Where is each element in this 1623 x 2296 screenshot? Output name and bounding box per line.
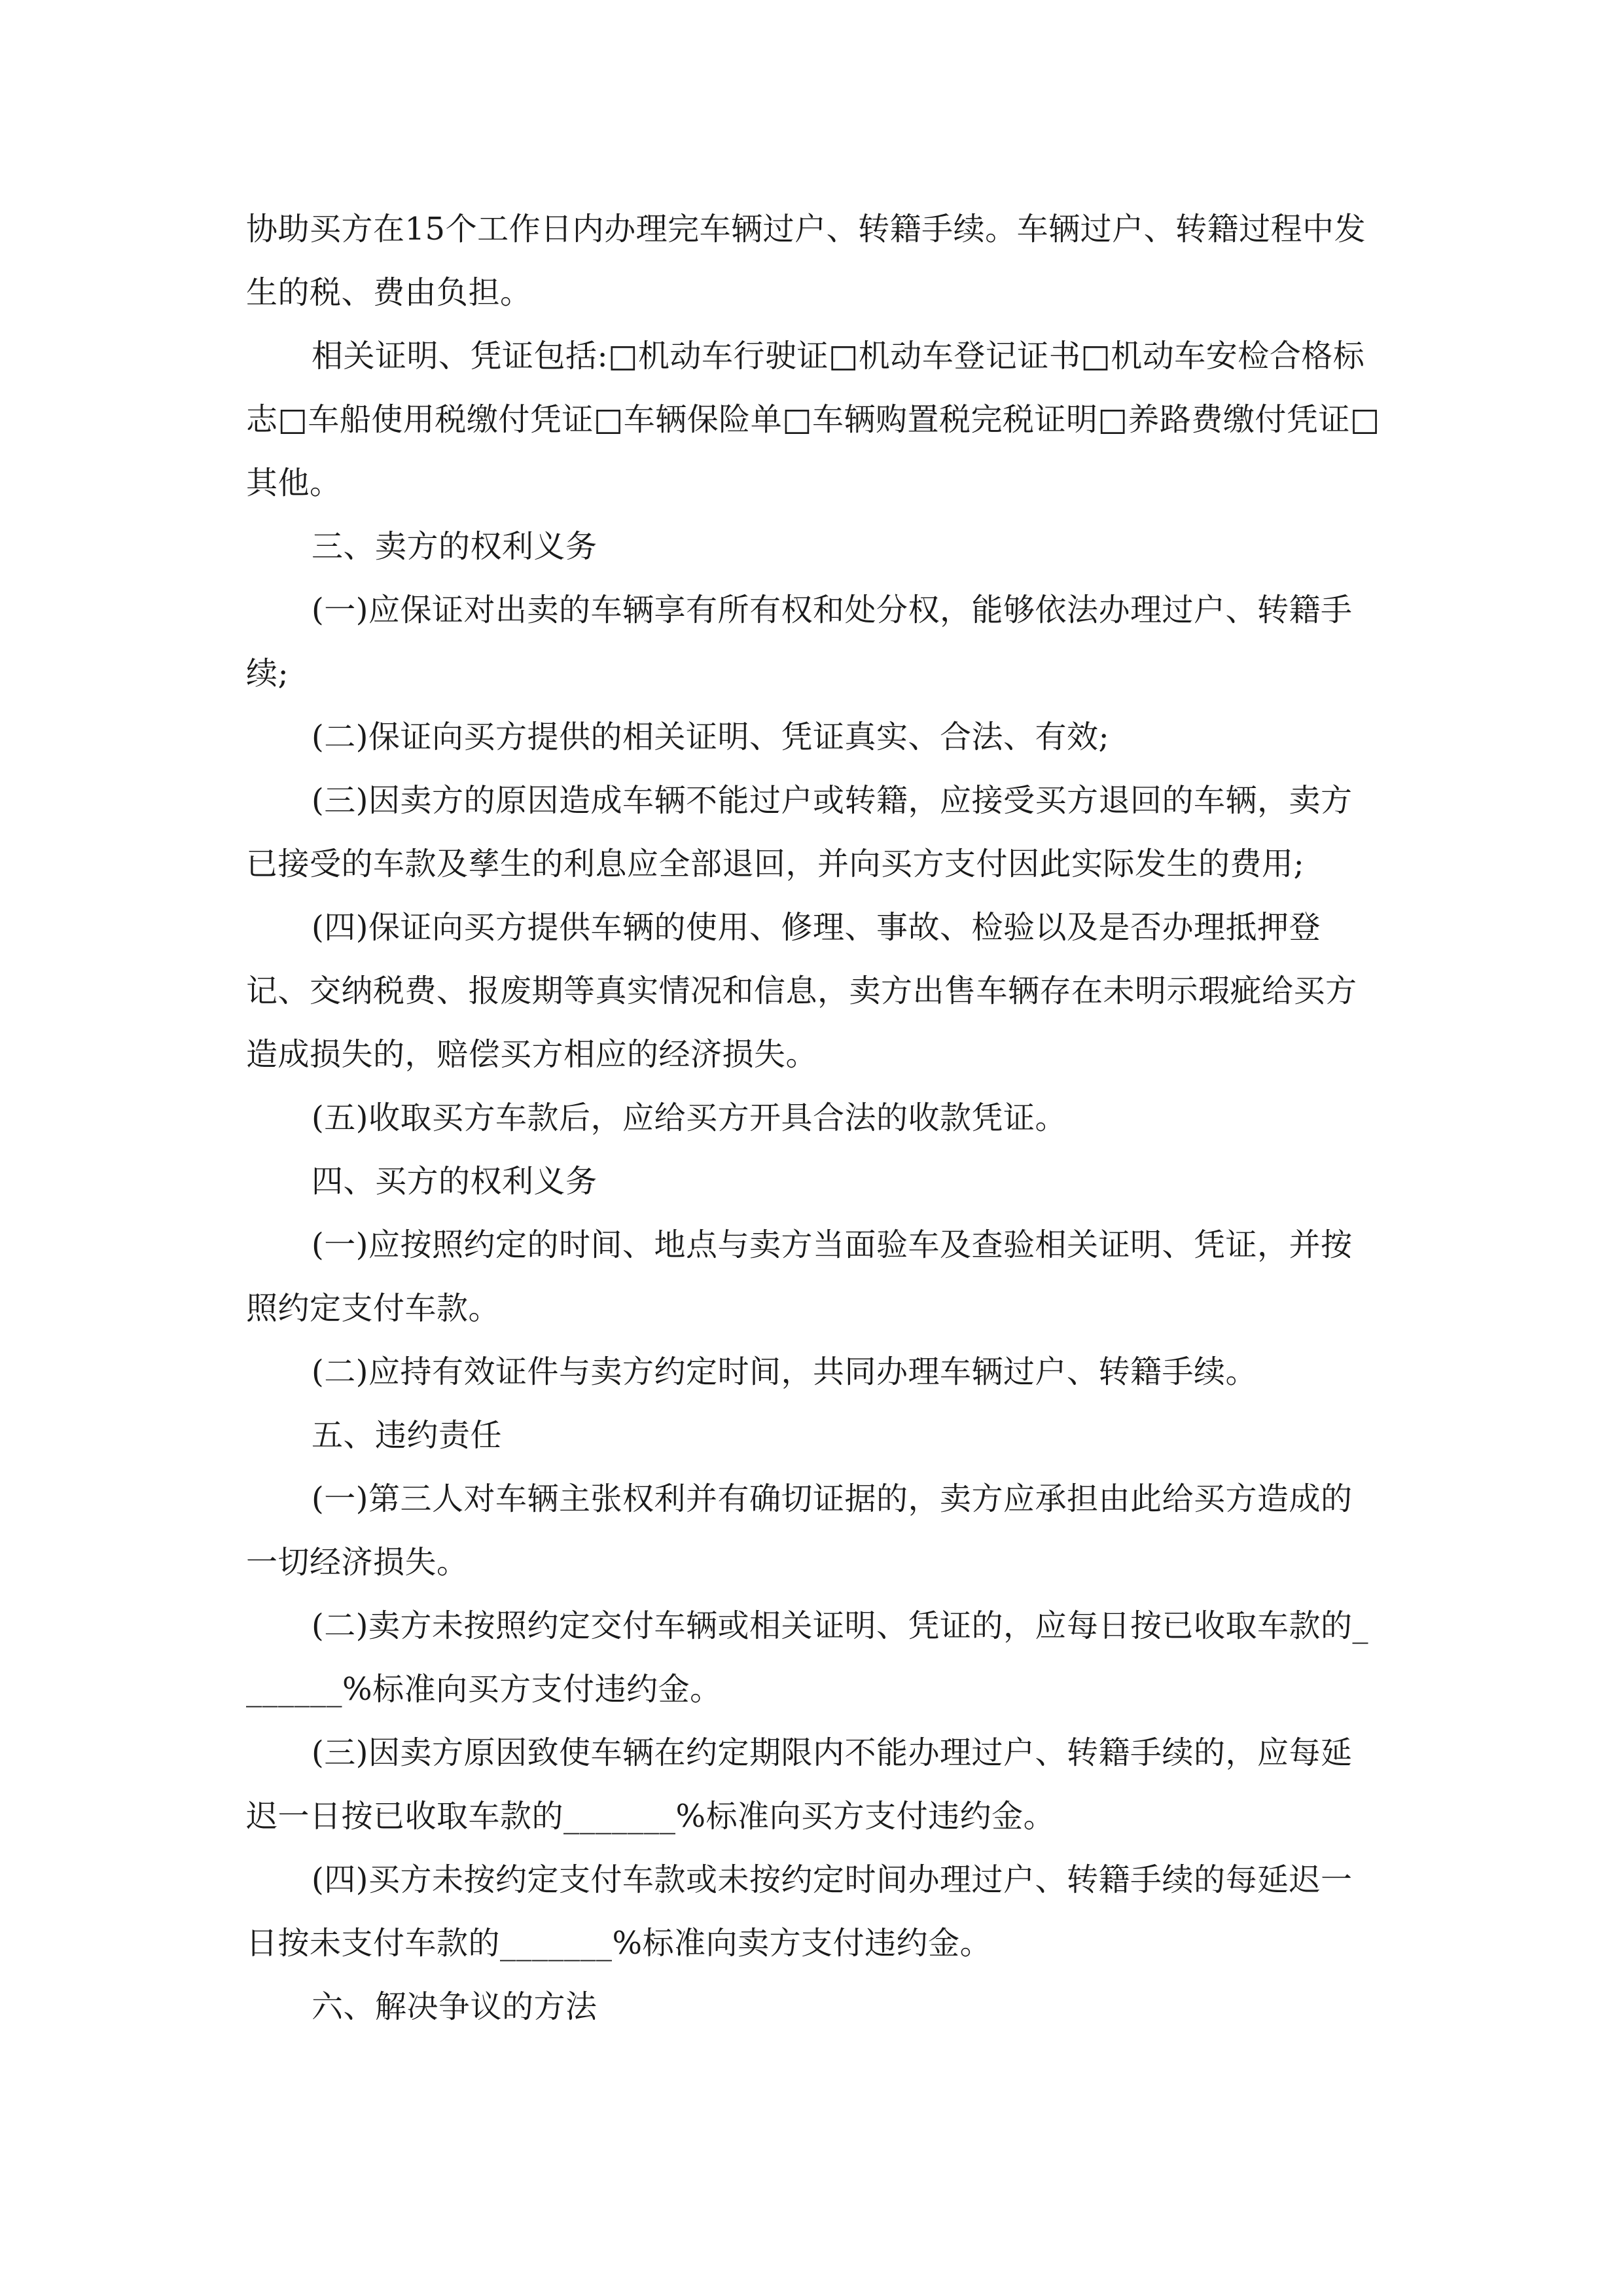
paragraph-seller-2: (二)保证向买方提供的相关证明、凭证真实、合法、有效; [312, 719, 1110, 755]
section-heading-buyer: 四、买方的权利义务 [312, 1163, 597, 1200]
paragraph-seller-4: (四)保证向买方提供车辆的使用、修理、事故、检验以及是否办理抵押登记、交纳税费、报废期等真实情况和信息，卖方出售车辆存在未明示瑕疵给买方造成损失的，赔偿买方相应的经济损失。 [246, 909, 1357, 1073]
section-heading-seller: 三、卖方的权利义务 [312, 528, 597, 565]
paragraph-transfer-assist: 协助买方在15个工作日内办理完车辆过户、转籍手续。车辆过户、转籍过程中发生的税、费由负担。 [246, 211, 1366, 311]
paragraph-liability-4: (四)买方未按约定支付车款或未按约定时间办理过户、转籍手续的每延迟一日按未支付车款的_______%标准向卖方支付违约金。 [246, 1861, 1353, 1962]
paragraph-seller-5: (五)收取买方车款后，应给买方开具合法的收款凭证。 [312, 1100, 1067, 1136]
paragraph-certificates: 相关证明、凭证包括:□机动车行驶证□机动车登记证书□机动车安检合格标志□车船使用税缴付凭证□车辆保险单□车辆购置税完税证明□养路费缴付凭证□其他。 [246, 338, 1380, 501]
paragraph-seller-3: (三)因卖方的原因造成车辆不能过户或转籍，应接受买方退回的车辆，卖方已接受的车款及孳生的利息应全部退回，并向买方支付因此实际发生的费用; [246, 782, 1353, 882]
paragraph-buyer-1: (一)应按照约定的时间、地点与卖方当面验车及查验相关证明、凭证，并按照约定支付车款。 [246, 1227, 1353, 1327]
document-body [246, 198, 1382, 2039]
section-heading-liability: 五、违约责任 [312, 1417, 503, 1454]
paragraph-liability-3: (三)因卖方原因致使车辆在约定期限内不能办理过户、转籍手续的，应每延迟一日按已收取车款的_______%标准向买方支付违约金。 [246, 1734, 1353, 1835]
section-heading-dispute: 六、解决争议的方法 [312, 1988, 597, 2025]
paragraph-buyer-2: (二)应持有效证件与卖方约定时间，共同办理车辆过户、转籍手续。 [312, 1354, 1257, 1390]
paragraph-liability-2: (二)卖方未按照约定交付车辆或相关证明、凭证的，应每日按已收取车款的_______%标准向买方支付违约金。 [246, 1607, 1368, 1708]
paragraph-seller-1: (一)应保证对出卖的车辆享有所有权和处分权，能够依法办理过户、转籍手续; [246, 592, 1353, 692]
paragraph-liability-1: (一)第三人对车辆主张权利并有确切证据的，卖方应承担由此给买方造成的一切经济损失。 [246, 1480, 1353, 1581]
